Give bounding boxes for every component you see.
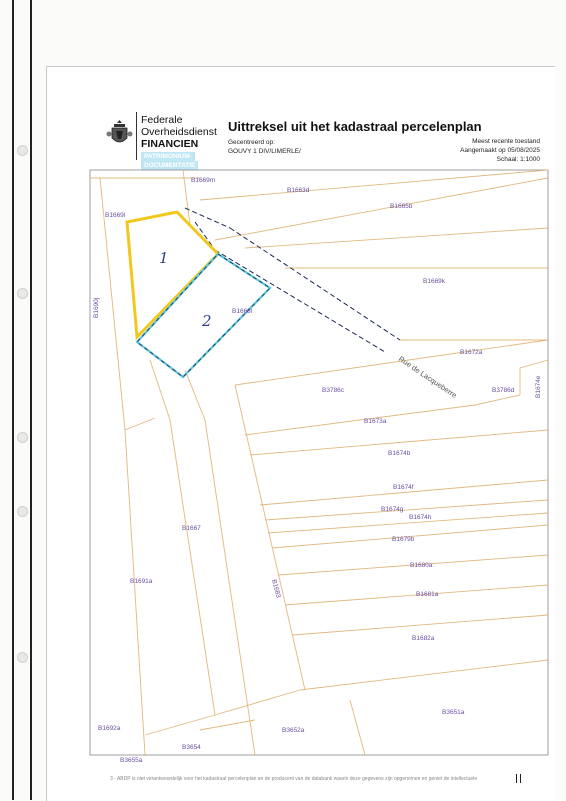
- parcel-label: B3786d: [492, 387, 515, 394]
- centered-value: GOUVY 1 DIV/LIMERLE/: [228, 148, 301, 155]
- parcel-label: B1692a: [98, 725, 121, 732]
- parcel-label: B3652a: [282, 727, 305, 734]
- parcel-label: B1674f: [393, 484, 414, 491]
- parcel-label: B1683: [270, 578, 282, 599]
- parcel-label: B1667: [182, 525, 201, 532]
- parcel-label: B1665b: [390, 203, 413, 210]
- parcel-label: B3651a: [442, 709, 465, 716]
- handwritten-2: 2: [202, 312, 212, 330]
- parcel-label: B1663d: [287, 187, 310, 194]
- parcel-label: B1682a: [412, 635, 435, 642]
- parcel-label: B1674h: [409, 514, 432, 521]
- parcel-label: B1669k: [423, 278, 446, 285]
- created-date: Aangemaakt op 05/08/2025: [460, 147, 540, 154]
- parcel-label: B1669m: [191, 177, 216, 184]
- parcel-label: B1681a: [416, 591, 439, 598]
- footer-note: 3 - ABDP is niet verantwoordelijk voor het kadastraal percelenplan en de producent van de databank waarin deze gegevens zijn opgenomen en geniet de intellectuele: [110, 776, 478, 782]
- department-badge: PATRIMONIUM-: [141, 152, 195, 161]
- handwritten-1: 1: [159, 249, 169, 267]
- document-title: Uittreksel uit het kadastraal percelenplan: [228, 119, 482, 134]
- parcel-label: B1680a: [410, 562, 433, 569]
- parcel-label: B1674e: [535, 375, 542, 398]
- org-name-line1: Federale: [141, 114, 183, 126]
- parcel-label: B1668l: [232, 308, 253, 315]
- status-text: Meest recente toestand: [472, 138, 540, 145]
- parcel-label: B3654: [182, 744, 201, 751]
- parcel-label: B1679b: [392, 536, 415, 543]
- parcel-label: B1672a: [460, 349, 483, 356]
- centered-label: Gecentreerd op:: [228, 139, 275, 146]
- street-label: Rue de Lacqueberre: [396, 354, 459, 400]
- parcel-label: B1690j: [93, 297, 100, 318]
- parcel-label: B3655a: [120, 757, 143, 764]
- org-name-line3: FINANCIEN: [141, 138, 199, 150]
- parcel-label: B1674b: [388, 450, 411, 457]
- page-mark: [516, 774, 521, 783]
- parcel-label: B3786c: [322, 387, 345, 394]
- parcel-label: B1669l: [105, 212, 126, 219]
- parcel-label: B1674g: [381, 506, 404, 513]
- parcel-label: B1673a: [364, 418, 387, 425]
- org-name-line2: Overheidsdienst: [141, 126, 217, 138]
- scale-text: Schaal: 1:1000: [496, 156, 540, 163]
- department-badge: DOCUMENTATIE: [141, 161, 198, 170]
- parcel-label: B1691a: [130, 578, 153, 585]
